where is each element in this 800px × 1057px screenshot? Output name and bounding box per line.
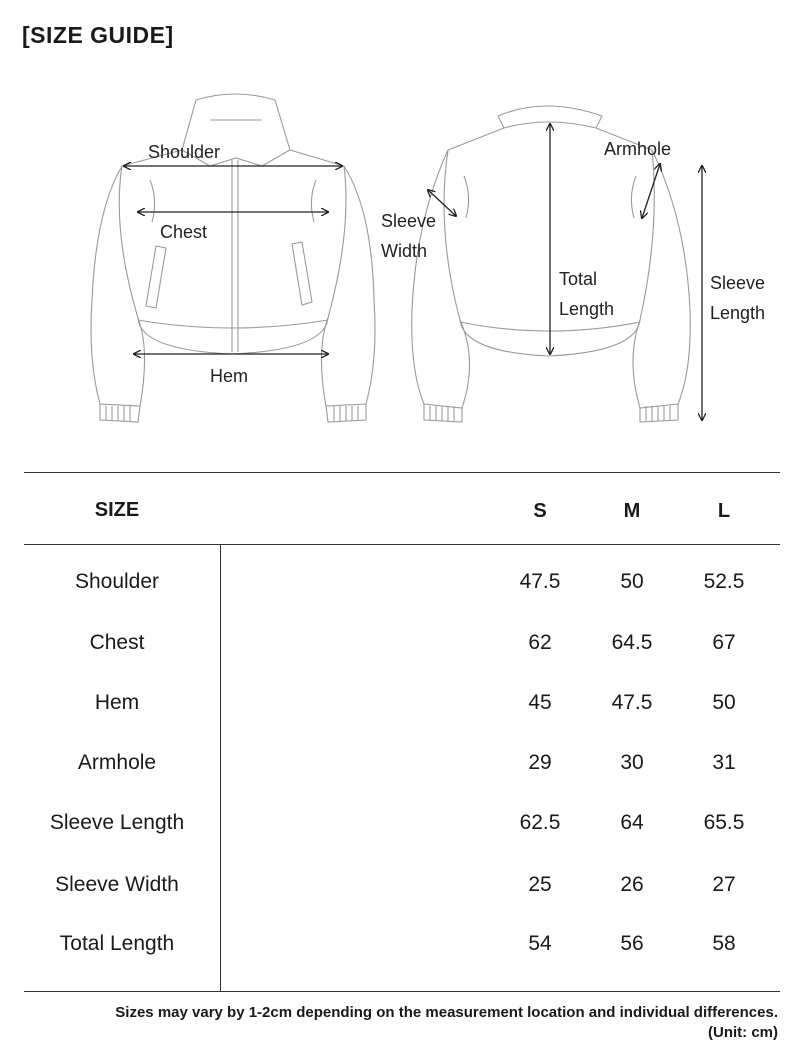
armhole-arrow	[642, 164, 660, 218]
row-label: Total Length	[59, 932, 175, 955]
size-header: SIZE	[94, 499, 140, 521]
armhole-label: Armhole	[604, 139, 672, 159]
table-cell: 26	[620, 873, 644, 896]
hem-label: Hem	[210, 366, 249, 386]
table-cell: 62.5	[519, 811, 561, 834]
table-header-border	[24, 544, 780, 545]
row-label: Sleeve Width	[55, 873, 179, 896]
table-cell: 52.5	[703, 570, 745, 593]
size-header-m: M	[623, 500, 641, 522]
table-cell: 45	[528, 691, 552, 714]
table-cell: 30	[620, 751, 644, 774]
table-cell: 29	[528, 751, 552, 774]
size-header-s: S	[533, 500, 547, 522]
row-label: Shoulder	[74, 570, 160, 593]
row-label: Sleeve Length	[49, 811, 185, 834]
table-cell: 65.5	[703, 811, 745, 834]
table-cell: 67	[712, 631, 736, 654]
table-cell: 58	[712, 932, 736, 955]
table-cell: 56	[620, 932, 644, 955]
table-bottom-border	[24, 991, 780, 992]
table-cell: 25	[528, 873, 552, 896]
table-cell: 50	[712, 691, 736, 714]
chest-label: Chest	[160, 222, 208, 242]
row-label: Hem	[94, 691, 140, 714]
size-table	[24, 472, 780, 992]
table-cell: 27	[712, 873, 736, 896]
table-cell: 47.5	[519, 570, 561, 593]
table-cell: 62	[528, 631, 552, 654]
table-cell: 64.5	[611, 631, 653, 654]
footnote-unit: (Unit: cm)	[708, 1024, 778, 1041]
table-cell: 54	[528, 932, 552, 955]
total-length-label: Total Length	[559, 269, 615, 319]
sleeve-width-label: Sleeve Width	[381, 211, 437, 261]
table-column-divider	[220, 544, 221, 992]
shoulder-label: Shoulder	[148, 142, 221, 162]
table-cell: 47.5	[611, 691, 653, 714]
page-title: [SIZE GUIDE]	[22, 22, 174, 48]
row-label: Armhole	[77, 751, 157, 774]
table-cell: 64	[620, 811, 644, 834]
table-cell: 50	[620, 570, 644, 593]
table-top-border	[24, 472, 780, 473]
table-cell: 31	[712, 751, 736, 774]
footnote-disclaimer: Sizes may vary by 1-2cm depending on the measurement location and individual differences.	[115, 1004, 778, 1021]
size-header-l: L	[717, 500, 731, 522]
row-label: Chest	[89, 631, 145, 654]
sleeve-length-label: Sleeve Length	[710, 273, 766, 323]
